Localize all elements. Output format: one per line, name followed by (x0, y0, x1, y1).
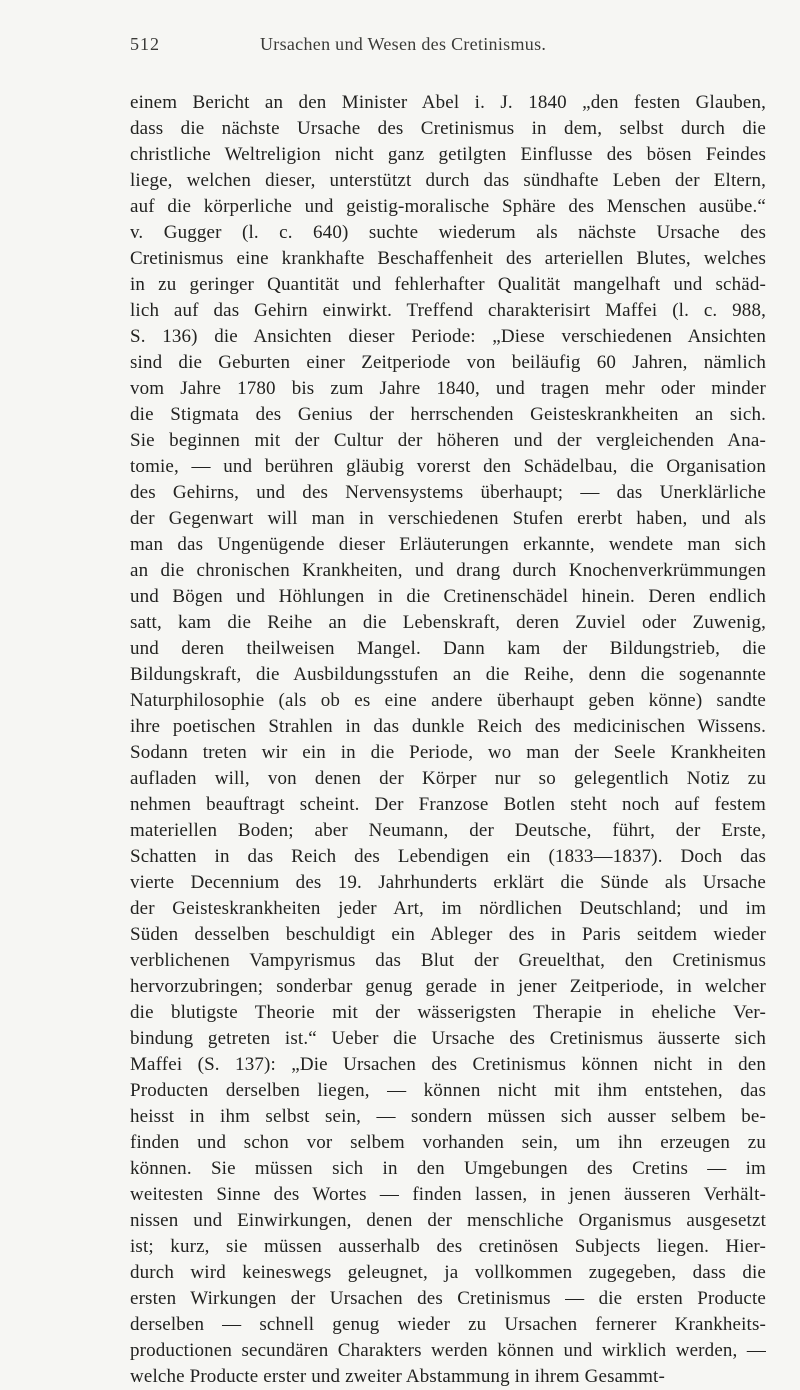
text-line: auf die körperliche und geistig-moralische Sphäre des Menschen ausübe.“ (130, 196, 766, 217)
text-line: in zu geringer Quantität und fehlerhafter Qualität mangelhaft und schäd- (130, 274, 766, 295)
text-line: Sie beginnen mit der Cultur der höheren und der vergleichenden Ana- (130, 430, 766, 451)
text-line: nissen und Einwirkungen, denen der menschliche Organismus ausgesetzt (130, 1210, 766, 1231)
text-line: finden und schon vor selbem vorhanden sein, um ihn erzeugen zu (130, 1132, 766, 1153)
text-line: ersten Wirkungen der Ursachen des Cretinismus — die ersten Producte (130, 1288, 766, 1309)
text-line: verblichenen Vampyrismus das Blut der Greuelthat, den Cretinismus (130, 950, 766, 971)
text-line: weitesten Sinne des Wortes — finden lassen, in jenen äusseren Verhält- (130, 1184, 766, 1205)
text-line: aufladen will, von denen der Körper nur so gelegentlich Notiz zu (130, 768, 766, 789)
text-line: heisst in ihm selbst sein, — sondern müssen sich ausser selbem be- (130, 1106, 766, 1127)
text-line: derselben — schnell genug wieder zu Ursachen fernerer Krankheits- (130, 1314, 766, 1335)
text-line: Cretinismus eine krankhafte Beschaffenheit des arteriellen Blutes, welches (130, 248, 766, 269)
text-line: materiellen Boden; aber Neumann, der Deutsche, führt, der Erste, (130, 820, 766, 841)
text-line: vierte Decennium des 19. Jahrhunderts erklärt die Sünde als Ursache (130, 872, 766, 893)
text-line: v. Gugger (l. c. 640) suchte wiederum als nächste Ursache des (130, 222, 766, 243)
page-number: 512 (130, 34, 160, 54)
text-line: Naturphilosophie (als ob es eine andere überhaupt geben könne) sandte (130, 690, 766, 711)
text-line: der Geisteskrankheiten jeder Art, im nördlichen Deutschland; und im (130, 898, 766, 919)
text-line: liege, welchen dieser, unterstützt durch das sündhafte Leben der Eltern, (130, 170, 766, 191)
text-line: durch wird keineswegs geleugnet, ja vollkommen zugegeben, dass die (130, 1262, 766, 1283)
text-line: welche Producte erster und zweiter Abstammung in ihrem Gesammt- (130, 1366, 665, 1387)
text-line: man das Ungenügende dieser Erläuterungen erkannte, wendete man sich (130, 534, 766, 555)
text-line: die Stigmata des Genius der herrschenden Geisteskrankheiten an sich. (130, 404, 766, 425)
text-line: productionen secundären Charakters werden können und wirklich werden, — (130, 1340, 766, 1361)
text-line: bindung getreten ist.“ Ueber die Ursache des Cretinismus äusserte sich (130, 1028, 766, 1049)
text-line: satt, kam die Reihe an die Lebenskraft, deren Zuviel oder Zuwenig, (130, 612, 766, 633)
text-line: des Gehirns, und des Nervensystems überhaupt; — das Unerklärliche (130, 482, 766, 503)
running-title: Ursachen und Wesen des Cretinismus. (260, 34, 547, 54)
text-line: die blutigste Theorie mit der wässerigsten Therapie in eheliche Ver- (130, 1002, 766, 1023)
text-line: und Bögen und Höhlungen in die Cretinenschädel hinein. Deren endlich (130, 586, 766, 607)
text-line: christliche Weltreligion nicht ganz getilgten Einflusse des bösen Feindes (130, 144, 766, 165)
text-line: hervorzubringen; sonderbar genug gerade in jener Zeitperiode, in welcher (130, 976, 766, 997)
text-line: sind die Geburten einer Zeitperiode von beiläufig 60 Jahren, nämlich (130, 352, 766, 373)
text-line: einem Bericht an den Minister Abel i. J. 1840 „den festen Glauben, (130, 92, 766, 113)
text-line: Schatten in das Reich des Lebendigen ein (1833—1837). Doch das (130, 846, 766, 867)
text-line: ihre poetischen Strahlen in das dunkle Reich des medicinischen Wissens. (130, 716, 766, 737)
text-line: können. Sie müssen sich in den Umgebungen des Cretins — im (130, 1158, 766, 1179)
text-line: Bildungskraft, die Ausbildungsstufen an die Reihe, denn die sogenannte (130, 664, 766, 685)
text-line: S. 136) die Ansichten dieser Periode: „Diese verschiedenen Ansichten (130, 326, 766, 347)
text-line: nehmen beauftragt scheint. Der Franzose Botlen steht noch auf festem (130, 794, 766, 815)
body-text (130, 90, 766, 1390)
text-line: Producten derselben liegen, — können nicht mit ihm entstehen, das (130, 1080, 766, 1101)
text-line: an die chronischen Krankheiten, und drang durch Knochenverkrümmungen (130, 560, 766, 581)
text-line: ist; kurz, sie müssen ausserhalb des cretinösen Subjects liegen. Hier- (130, 1236, 766, 1257)
text-line: und deren theilweisen Mangel. Dann kam der Bildungstrieb, die (130, 638, 766, 659)
running-header (130, 34, 770, 60)
text-line: dass die nächste Ursache des Cretinismus in dem, selbst durch die (130, 118, 766, 139)
text-line: Maffei (S. 137): „Die Ursachen des Cretinismus können nicht in den (130, 1054, 766, 1075)
text-line: Süden desselben beschuldigt ein Ableger des in Paris seitdem wieder (130, 924, 766, 945)
text-line: vom Jahre 1780 bis zum Jahre 1840, und tragen mehr oder minder (130, 378, 766, 399)
text-line: lich auf das Gehirn einwirkt. Treffend charakterisirt Maffei (l. c. 988, (130, 300, 766, 321)
text-line: tomie, — und berühren gläubig vorerst den Schädelbau, die Organisation (130, 456, 766, 477)
text-line: Sodann treten wir ein in die Periode, wo man der Seele Krankheiten (130, 742, 766, 763)
text-line: der Gegenwart will man in verschiedenen Stufen ererbt haben, und als (130, 508, 766, 529)
